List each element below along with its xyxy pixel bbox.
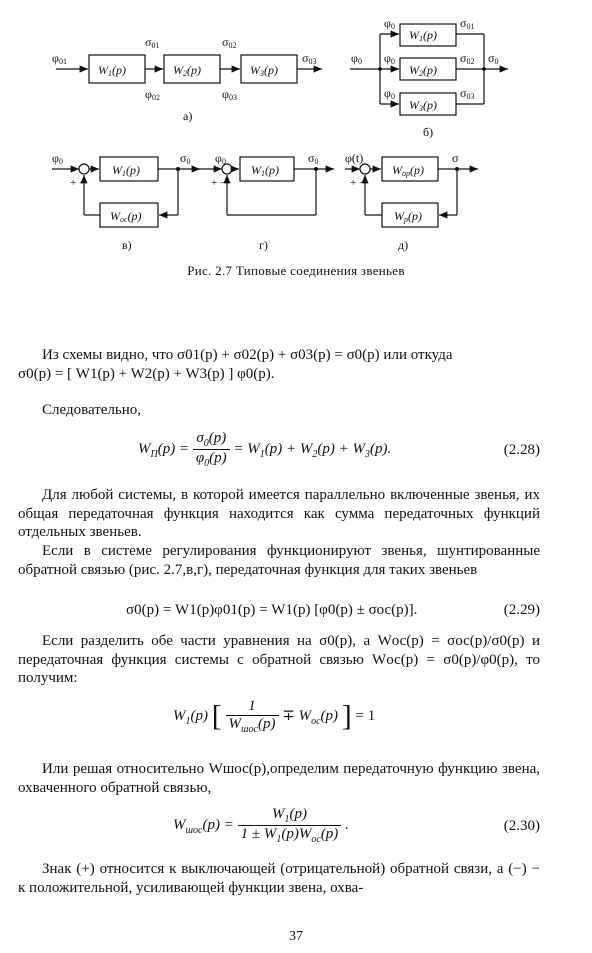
- equation-2-30-body: $W_{шос}(p)$ = $\frac{W_1(p)}{1 \pm W_1(p)W_{ос}(p)}$ .: [173, 806, 349, 845]
- paragraph-6: Или решая относительно Wшос(p),определим передаточную функцию звена, охваченного обратной связью,: [18, 761, 540, 796]
- fig-v-forward: W1(p): [112, 163, 140, 178]
- fig-b-sigma02: σ02: [460, 51, 475, 66]
- fig-b-sigma-out: σ0: [488, 51, 499, 66]
- equation-2-29: [18, 602, 540, 622]
- fig-d-forward: Wор(p): [392, 163, 424, 178]
- equation-2-30: [18, 806, 540, 850]
- equation-2-29-body: σ0(p) = W1(p)φ01(p) = W1(p) [φ0(p) ± σос(p)].: [126, 602, 418, 618]
- paragraph-2: Следовательно,: [42, 402, 142, 418]
- fig-b-phi-3: φ0: [384, 86, 395, 101]
- fig-v-phi-in: φ0: [52, 151, 63, 166]
- fig-a-block-2: W2(p): [173, 63, 201, 78]
- figure-caption: Рис. 2.7 Типовые соединения звеньев: [187, 263, 405, 278]
- fig-b-block-2: W2(p): [409, 63, 437, 78]
- fig-b-sigma03: σ03: [460, 86, 475, 101]
- fig-a-sigma01: σ01: [145, 35, 160, 50]
- fig-d-feedback: Wр(p): [394, 209, 422, 224]
- fig-a-block-1: W1(p): [98, 63, 126, 78]
- fig-b-phi-1: φ0: [384, 16, 395, 31]
- paragraph-7: Знак (+) относится к выключающей (отрицательной) обратной связи, а (−) − к положительной, усиливающей функции звена, охва-: [18, 861, 540, 896]
- paragraph-1: [18, 346, 540, 383]
- fig-g-sigma: σ0: [308, 151, 319, 166]
- fig-a-tag: а): [183, 109, 193, 123]
- fig-b-phi-2: φ0: [384, 51, 395, 66]
- fig-v-sigma: σ0: [180, 151, 191, 166]
- fig-a-phi03: φ03: [222, 87, 237, 102]
- paragraph-1-line-2: σ0(p) = [ W1(p) + W2(p) + W3(p) ] φ0(p).: [18, 365, 275, 382]
- fig-v-signs: + −: [70, 177, 86, 189]
- equation-feedback-body: $W_1(p)$ [ $\frac{1}{W_{шос}(p)}$ ∓ $W_{ос}(p)$ ] = 1: [173, 698, 376, 735]
- fig-g-forward: W1(p): [251, 163, 279, 178]
- equation-2-28-body: $W_П(p)$ = $\frac{\sigma_0(p)}{\varphi_0(p)}$ = $W_1(p) + W_2(p) + W_3(p)$.: [138, 430, 392, 469]
- fig-v-tag: в): [122, 238, 132, 252]
- equation-2-28: [18, 430, 540, 474]
- fig-v-feedback: Wос(p): [110, 209, 142, 224]
- fig-d-sigma: σ: [452, 151, 459, 165]
- equation-feedback: [18, 698, 540, 746]
- fig-d-signs: + −: [350, 177, 366, 189]
- fig-g-tag: г): [259, 238, 268, 252]
- equation-2-28-number: (2.28): [503, 442, 540, 458]
- fig-a-phi02: φ02: [145, 87, 160, 102]
- fig-g-signs: + −: [211, 177, 227, 189]
- figure-2-7: [0, 0, 592, 260]
- equation-2-29-number: (2.29): [503, 602, 540, 618]
- paragraph-1-line-1: Из схемы видно, что σ01(p) + σ02(p) + σ03(p) = σ0(p) или откуда: [42, 347, 453, 363]
- paragraph-3: Для любой системы, в которой имеется параллельно включенные звенья, их общая передаточная функция находится как сумма передаточных функций отдельных звеньев.: [18, 487, 540, 540]
- page-number: 37: [289, 929, 303, 944]
- fig-d-phi-in: φ(t): [345, 151, 364, 165]
- fig-a-phi-in: φ01: [52, 51, 67, 66]
- fig-d-tag: д): [398, 238, 409, 252]
- fig-a-block-3: W3(p): [250, 63, 278, 78]
- fig-b-block-3: W3(p): [409, 98, 437, 113]
- fig-b-sigma01: σ01: [460, 16, 475, 31]
- paragraph-4: Если в системе регулирования функционируют звенья, шунтированные обратной связью (рис. 2.7,в,г), передаточная функция для таких звеньев: [18, 543, 540, 578]
- fig-a-sigma03: σ03: [302, 51, 317, 66]
- fig-b-tag: б): [423, 125, 434, 139]
- fig-g-phi-in: φ0: [215, 151, 226, 166]
- equation-2-30-number: (2.30): [503, 818, 540, 834]
- fig-b-phi-in: φ0: [351, 51, 362, 66]
- fig-a-sigma02: σ02: [222, 35, 237, 50]
- paragraph-5: Если разделить обе части уравнения на σ0(p), а Wос(p) = σос(p)/σ0(p) и передаточная функция системы с обратной связью Wос(p) = σ0(p)/φ0(p), то получим:: [18, 633, 540, 686]
- fig-b-block-1: W1(p): [409, 28, 437, 43]
